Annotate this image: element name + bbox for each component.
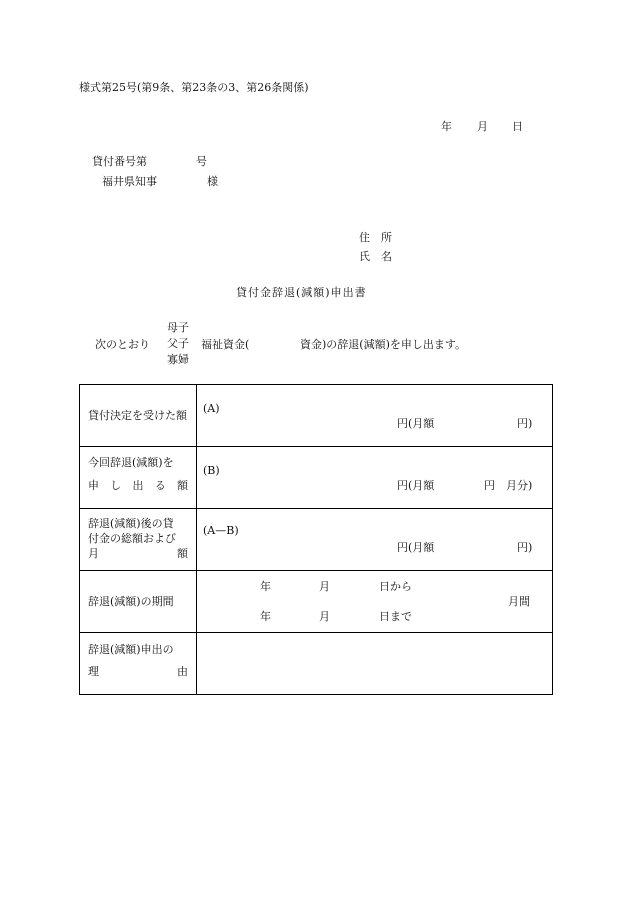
row2-yen: 円(月額 (397, 479, 435, 492)
row1-yen: 円(月額 (397, 417, 435, 430)
row4-to-year: 年 (260, 610, 271, 623)
row2-code: (B) (203, 464, 220, 477)
value-cell (197, 509, 553, 571)
row3-char: 月 (88, 547, 99, 560)
application-table (79, 384, 553, 695)
label-cell (80, 571, 197, 633)
honorific-label: 様 (207, 175, 218, 188)
row2-label-line2 (88, 480, 188, 491)
name-label: 氏 名 (359, 250, 392, 263)
document-title: 貸付金辞退(減額)申出書 (236, 286, 367, 299)
fund-prefix: 福祉資金( (201, 338, 250, 351)
row2-char: 額 (177, 479, 188, 492)
row5-label-line1: 辞退(減額)申出の (88, 643, 174, 656)
row2-char: る (154, 479, 166, 492)
table-row (80, 447, 553, 509)
row4-from-month: 月 (319, 580, 330, 593)
row2-label-line1: 今回辞退(減額)を (88, 456, 174, 469)
value-cell (197, 385, 553, 447)
row3-yen: 円(月額 (397, 541, 435, 554)
table-row (80, 509, 553, 571)
label-cell (80, 509, 197, 571)
type-option-kafu: 寡婦 (167, 353, 189, 366)
statement-prefix: 次のとおり (95, 338, 150, 351)
row1-label: 貸付決定を受けた額 (88, 409, 187, 422)
row5-char: 由 (177, 665, 188, 678)
row4-label: 辞退(減額)の期間 (88, 595, 174, 608)
row1-yen-end: 円) (517, 417, 533, 430)
date-year-label: 年 (441, 120, 452, 133)
form-number: 様式第25号(第9条、第23条の3、第26条関係) (79, 81, 309, 94)
value-cell (197, 447, 553, 509)
table-row (80, 385, 553, 447)
row5-char: 理 (88, 665, 99, 678)
row3-code: (A—B) (203, 524, 239, 537)
row3-yen-end: 円) (517, 541, 533, 554)
table-row (80, 633, 553, 695)
table-row (80, 571, 553, 633)
row1-code: (A) (203, 402, 220, 415)
row5-label-line2 (88, 666, 188, 677)
row4-to-day: 日まで (379, 610, 412, 623)
row4-from-day: 日から (379, 580, 412, 593)
type-option-boshi: 母子 (167, 321, 189, 334)
row3-label-line3 (88, 548, 188, 559)
row2-char: 出 (132, 479, 144, 492)
row4-from-year: 年 (260, 580, 271, 593)
label-cell (80, 447, 197, 509)
loan-number-label: 貸付番号第 (92, 155, 147, 168)
row2-char: し (110, 479, 122, 492)
loan-number-suffix: 号 (196, 155, 207, 168)
address-label: 住 所 (359, 231, 392, 244)
row2-yen-end: 円 月分) (484, 479, 533, 492)
row3-char: 額 (177, 547, 188, 560)
value-cell (197, 571, 553, 633)
statement-rest: 資金)の辞退(減額)を申し出ます。 (300, 338, 466, 351)
label-cell (80, 385, 197, 447)
label-cell (80, 633, 197, 695)
row4-to-month: 月 (319, 610, 330, 623)
reason-field[interactable] (197, 633, 553, 695)
row2-char: 申 (88, 479, 99, 492)
date-month-label: 月 (477, 120, 488, 133)
governor-label: 福井県知事 (102, 175, 157, 188)
type-option-fushi: 父子 (167, 337, 189, 350)
row4-months: 月間 (508, 595, 530, 608)
row3-label-line2: 付金の総額および (88, 532, 176, 545)
row3-label-line1: 辞退(減額)後の貸 (88, 517, 174, 530)
date-day-label: 日 (512, 120, 523, 133)
